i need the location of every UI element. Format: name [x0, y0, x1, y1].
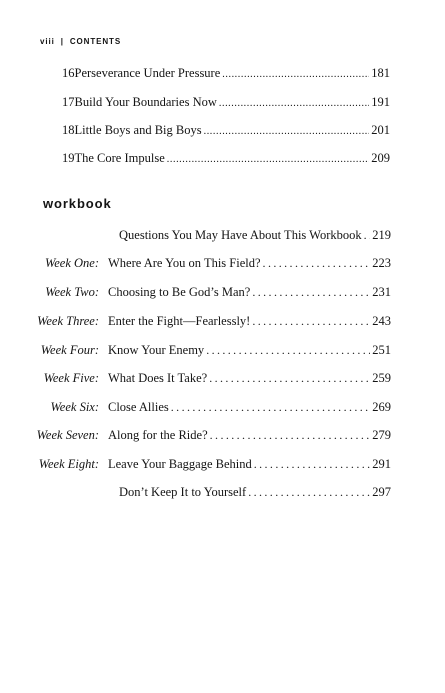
- entry-title: Close Allies: [108, 400, 169, 414]
- chapter-title: Build Your Boundaries Now: [74, 95, 217, 109]
- page-number: 251: [372, 343, 391, 357]
- week-label: Week Two:: [45, 285, 99, 299]
- dot-leader: [204, 123, 370, 141]
- page-number: 297: [372, 485, 391, 499]
- dot-leader: [222, 66, 369, 84]
- dot-leader: [167, 151, 369, 169]
- toc-entry: [62, 93, 390, 111]
- entry-title: Know Your Enemy: [108, 343, 205, 357]
- toc-entry: [108, 398, 391, 416]
- chapter-title: Little Boys and Big Boys: [74, 123, 202, 137]
- dot-leader: [206, 341, 370, 359]
- dot-leader: [219, 95, 369, 113]
- chapter-number: 18: [62, 123, 75, 137]
- toc-entry: [108, 455, 391, 473]
- dot-leader: [210, 426, 371, 444]
- chapter-title: The Core Impulse: [74, 151, 165, 165]
- week-label: Week Five:: [43, 371, 99, 385]
- toc-entry: [108, 254, 391, 272]
- dot-leader: [248, 483, 370, 501]
- week-label: Week Four:: [40, 343, 99, 357]
- toc-entry: [108, 283, 391, 301]
- page-number: 209: [371, 151, 390, 165]
- entry-title: Along for the Ride?: [108, 428, 208, 442]
- folio: viii: [40, 37, 55, 46]
- toc-entry: [119, 483, 391, 501]
- chapter-number: 17: [62, 95, 75, 109]
- week-label: Week Eight:: [38, 457, 99, 471]
- entry-title: Leave Your Baggage Behind: [108, 457, 252, 471]
- dot-leader: [209, 369, 370, 387]
- page-number: 231: [372, 285, 391, 299]
- page-number: 269: [372, 400, 391, 414]
- toc-entry: [108, 341, 391, 359]
- dot-leader: [252, 283, 370, 301]
- chapter-number: 16: [62, 66, 75, 80]
- running-head: [40, 37, 121, 47]
- page-number: 181: [371, 66, 390, 80]
- page-number: 223: [372, 256, 391, 270]
- entry-title: What Does It Take?: [108, 371, 208, 385]
- dot-leader: [263, 254, 371, 272]
- section-heading: workbook: [43, 196, 112, 211]
- page-number: 219: [372, 228, 391, 242]
- week-label: Week Six:: [50, 400, 99, 414]
- page-number: 191: [371, 95, 390, 109]
- toc-entry: [62, 121, 390, 139]
- page-number: 259: [372, 371, 391, 385]
- toc-entry: [62, 149, 390, 167]
- week-label: Week Seven:: [36, 428, 99, 442]
- dot-leader: [171, 398, 370, 416]
- running-head-title: CONTENTS: [69, 37, 122, 46]
- page-number: 291: [372, 457, 391, 471]
- page-number: 243: [372, 314, 391, 328]
- toc-entry: [119, 226, 391, 244]
- entry-title: Questions You May Have About This Workbook: [119, 228, 362, 242]
- entry-title: Choosing to Be God’s Man?: [108, 285, 251, 299]
- dot-leader: [254, 455, 371, 473]
- entry-title: Where Are You on This Field?: [108, 256, 261, 270]
- running-head-separator: |: [60, 37, 64, 46]
- chapter-number: 19: [62, 151, 75, 165]
- week-label: Week One:: [44, 256, 99, 270]
- dot-leader: [364, 226, 371, 244]
- page-number: 279: [372, 428, 391, 442]
- toc-entry: [108, 312, 391, 330]
- toc-entry: [62, 64, 390, 82]
- toc-entry: [108, 369, 391, 387]
- dot-leader: [252, 312, 370, 330]
- entry-title: Enter the Fight—Fearlessly!: [108, 314, 251, 328]
- page-number: 201: [371, 123, 390, 137]
- chapter-title: Perseverance Under Pressure: [74, 66, 221, 80]
- week-label: Week Three:: [37, 314, 99, 328]
- toc-entry: [108, 426, 391, 444]
- entry-title: Don’t Keep It to Yourself: [119, 485, 247, 499]
